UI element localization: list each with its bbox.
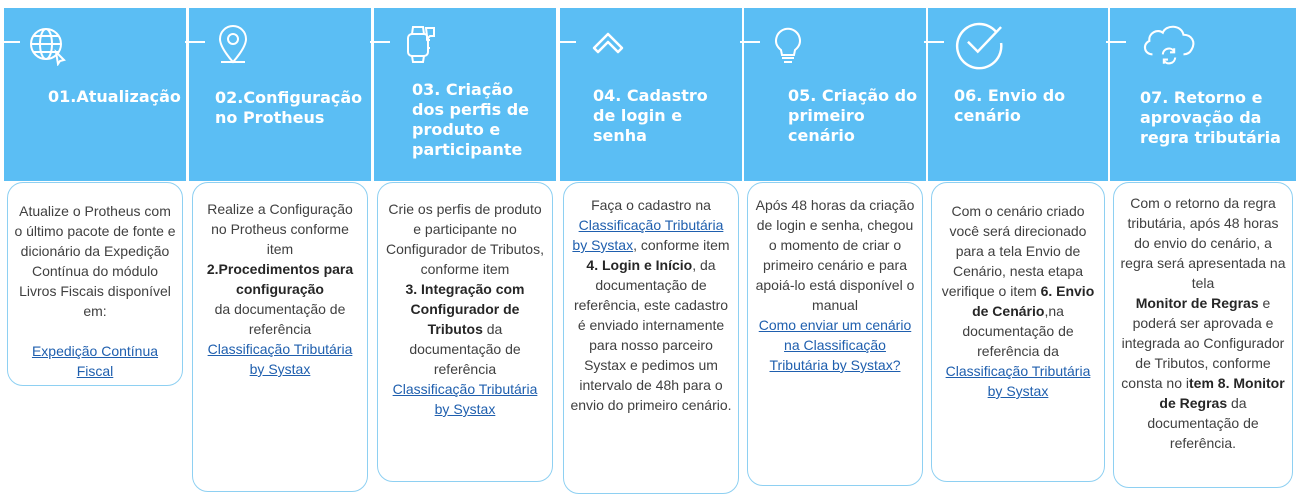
description-text: Com o retorno da regra tributária, após 48 horas do envio do cenário, a regra será apresentada na tela [1120,195,1286,291]
step-title: 05. Criação do primeiro cenário [788,86,918,145]
description-text: e poderá ser aprovada e integrada ao Configurador de Tributos, conforme consta no i [1121,295,1285,391]
link-expedicao-continua[interactable]: Expedição Contínua Fiscal [31,343,159,379]
step-title: 06. Envio do cenário [954,86,1066,125]
step-title: 07. Retorno e aprovação da regra tributária [1140,88,1281,147]
link-classificacao-tributaria[interactable]: Classificação Tributária by Systax [572,217,724,253]
smartwatch-icon [396,22,440,66]
globe-icon [26,22,70,66]
check-circle-icon [952,16,1006,70]
description-bold: 3. Integração com Configurador de Tributos [405,281,525,337]
link-como-enviar-cenario[interactable]: Como enviar um cenário na Classificação Tributária by Systax? [758,317,912,373]
step-5-description [747,182,923,486]
link-classificacao-tributaria[interactable]: Classificação Tributária by Systax [945,363,1091,399]
location-pin-icon [211,22,255,66]
step-1-header [4,8,186,181]
step-2 [189,0,371,502]
step-7-header [1110,8,1296,181]
description-text: Após 48 horas da criação de login e senha, chegou o momento de criar o primeiro cenário e para apoiá-lo está disponível o manual [755,197,915,313]
link-classificacao-tributaria[interactable]: Classificação Tributária by Systax [207,341,353,377]
connector [556,41,576,43]
step-3-description [377,182,553,482]
step-2-header [189,8,371,181]
cloud-sync-icon [1138,18,1200,66]
step-7 [1110,0,1296,502]
connector [740,41,760,43]
step-title: 02.Configuração no Protheus [215,88,363,127]
description-bold: Monitor de Regras [1135,295,1259,311]
step-title: 03. Criação dos perfis de produto e participante [412,80,529,159]
lightbulb-icon [766,22,810,66]
link-classificacao-tributaria[interactable]: Classificação Tributária by Systax [392,381,538,417]
description-text: , conforme item [633,237,730,253]
step-2-description [192,182,368,492]
step-4-description [563,182,739,494]
chevron-up-icon [586,22,630,66]
description-bold: 6. Envio de Cenário [972,283,1095,319]
step-5-header [744,8,926,181]
step-3-header [374,8,556,181]
step-3 [374,0,556,502]
connector [185,41,205,43]
description-text: Atualize o Protheus com o último pacote de fonte e dicionário da Expedição Contínua do módulo Livros Fiscais disponível em: [14,203,176,319]
step-6-description [931,182,1105,482]
step-title: 01.Atualização [48,87,181,106]
description-text: Realize a Configuração no Protheus conforme item [207,201,353,257]
step-1-description [7,182,183,386]
description-text: da documentação de referência. [1147,395,1259,451]
description-text: ,na documentação de referência da [962,303,1074,359]
step-title: 04. Cadastro de login e senha [593,86,708,145]
connector [0,41,20,43]
connector [1106,41,1126,43]
connector [370,41,390,43]
description-text: Crie os perfis de produto e participante no Configurador de Tributos, conforme item [386,201,544,277]
step-4-header [560,8,742,181]
step-5 [744,0,926,502]
step-7-description [1113,182,1293,488]
connector [924,41,944,43]
description-text: da documentação de referência [409,321,521,377]
step-6 [928,0,1108,502]
description-bold: 2.Procedimentos para configuração [206,261,354,297]
description-text: Faça o cadastro na [591,197,711,213]
step-1 [4,0,186,502]
description-bold: tem 8. Monitor de Regras [1159,375,1285,411]
description-bold: 4. Login e Início [586,257,693,273]
description-text: da documentação de referência [214,301,346,337]
step-6-header [928,8,1108,181]
description-text: , da documentação de referência, este cadastro é enviado internamente para nosso parceiro Systax e pedimos um intervalo de 48h para o envio do primeiro cenário. [570,257,732,413]
step-4 [560,0,742,502]
description-text: Com o cenário criado você será direcionado para a tela Envio de Cenário, nesta etapa verifique o item [941,203,1087,299]
